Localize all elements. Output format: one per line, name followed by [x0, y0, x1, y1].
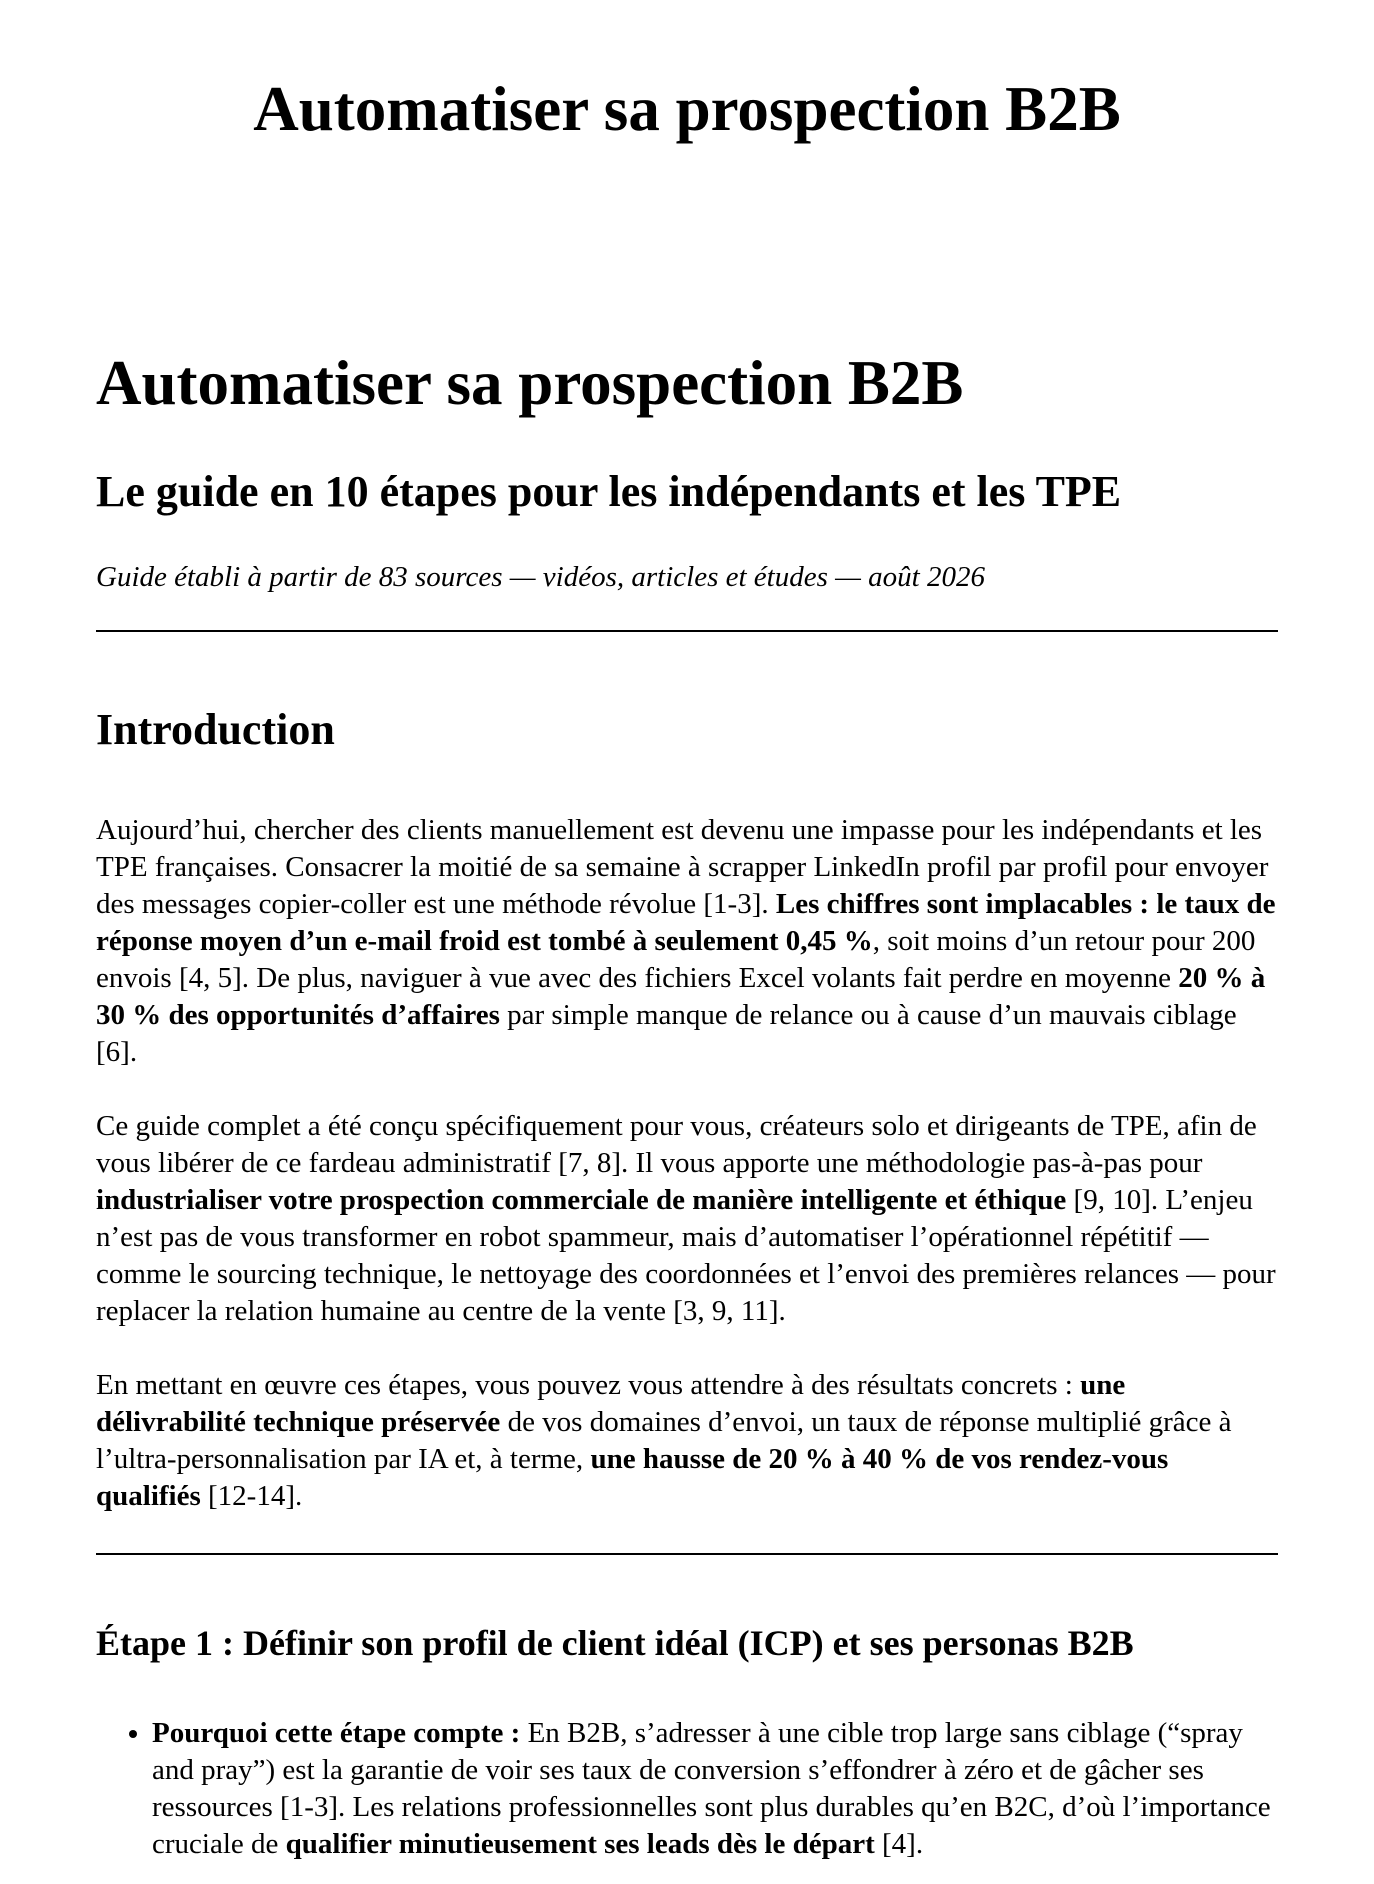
intro-paragraph-2: [96, 1108, 1278, 1330]
intro-p3-bold-1: une délivrabilité technique préservée: [96, 1369, 1126, 1438]
list-item-bold-1: Pourquoi cette étape compte :: [152, 1717, 521, 1749]
introduction-heading: Introduction: [96, 705, 335, 754]
intro-p1-text-1: Aujourd’hui, chercher des clients manuellement est devenu une impasse pour les indépendants et les TPE françaises. Consacrer la moitié de sa semaine à scrapper LinkedIn profil par profil pour envoyer des messages copier-coller est une méthode révolue [1-3].: [96, 814, 1269, 920]
list-item: [152, 1715, 1278, 1863]
meta-line: Guide établi à partir de 83 sources — vidéos, articles et études — août 2026: [96, 561, 985, 593]
step-1-list: [96, 1715, 1278, 1863]
step-1-heading: Étape 1 : Définir son profil de client idéal (ICP) et ses personas B2B: [96, 1623, 1134, 1663]
intro-p1-text-2: , soit moins d’un retour pour 200 envois [4, 5]. De plus, naviguer à vue avec des fichiers Excel volants fait perdre en moyenne: [96, 925, 1256, 994]
list-item-bold-2: qualifier minutieusement ses leads dès le départ: [285, 1828, 875, 1860]
subtitle: Le guide en 10 étapes pour les indépendants et les TPE: [96, 467, 1122, 516]
intro-paragraph-3: [96, 1367, 1278, 1515]
intro-p1-text-3: par simple manque de relance ou à cause d’un mauvais ciblage [6].: [96, 999, 1237, 1068]
intro-p1-bold-2: 20 % à 30 % des opportunités d’affaires: [96, 962, 1266, 1031]
intro-p1-bold-1: Les chiffres sont implacables : le taux de réponse moyen d’un e-mail froid est tombé à seulement 0,45 %: [96, 888, 1276, 957]
intro-p3-text-2: de vos domaines d’envoi, un taux de réponse multiplié grâce à l’ultra-personnalisation par IA et, à terme,: [96, 1406, 1232, 1475]
intro-p3-text-1: En mettant en œuvre ces étapes, vous pouvez vous attendre à des résultats concrets :: [96, 1369, 1081, 1401]
main-title: Automatiser sa prospection B2B: [96, 348, 964, 418]
divider: [96, 1553, 1278, 1555]
list-item-text-1: En B2B, s’adresser à une cible trop large sans ciblage (“spray and pray”) est la garantie de voir ses taux de conversion s’effondrer à zéro et de gâcher ses ressources [1-3]. Les relations professionnelles sont plus durables qu’en B2C, d’où l’importance cruciale de: [152, 1717, 1271, 1860]
intro-p3-bold-2: une hausse de 20 % à 40 % de vos rendez-vous qualifiés: [96, 1443, 1169, 1512]
intro-p2-bold-1: industrialiser votre prospection commerciale de manière intelligente et éthique: [96, 1184, 1067, 1216]
intro-paragraph-1: [96, 812, 1278, 1071]
divider: [96, 630, 1278, 632]
intro-p3-text-3: [12-14].: [200, 1480, 303, 1512]
header-title: Automatiser sa prospection B2B: [253, 74, 1121, 144]
intro-p2-text-1: Ce guide complet a été conçu spécifiquement pour vous, créateurs solo et dirigeants de TPE, afin de vous libérer de ce fardeau administratif [7, 8]. Il vous apporte une méthodologie pas-à-pas pour: [96, 1110, 1257, 1179]
list-item-text-2: [4].: [874, 1828, 924, 1860]
intro-p2-text-2: [9, 10]. L’enjeu n’est pas de vous transformer en robot spammeur, mais d’automatiser l’opérationnel répétitif — comme le sourcing technique, le nettoyage des coordonnées et l’envoi des premières relances — pour replacer la relation humaine au centre de la vente [3, 9, 11].: [96, 1184, 1276, 1327]
